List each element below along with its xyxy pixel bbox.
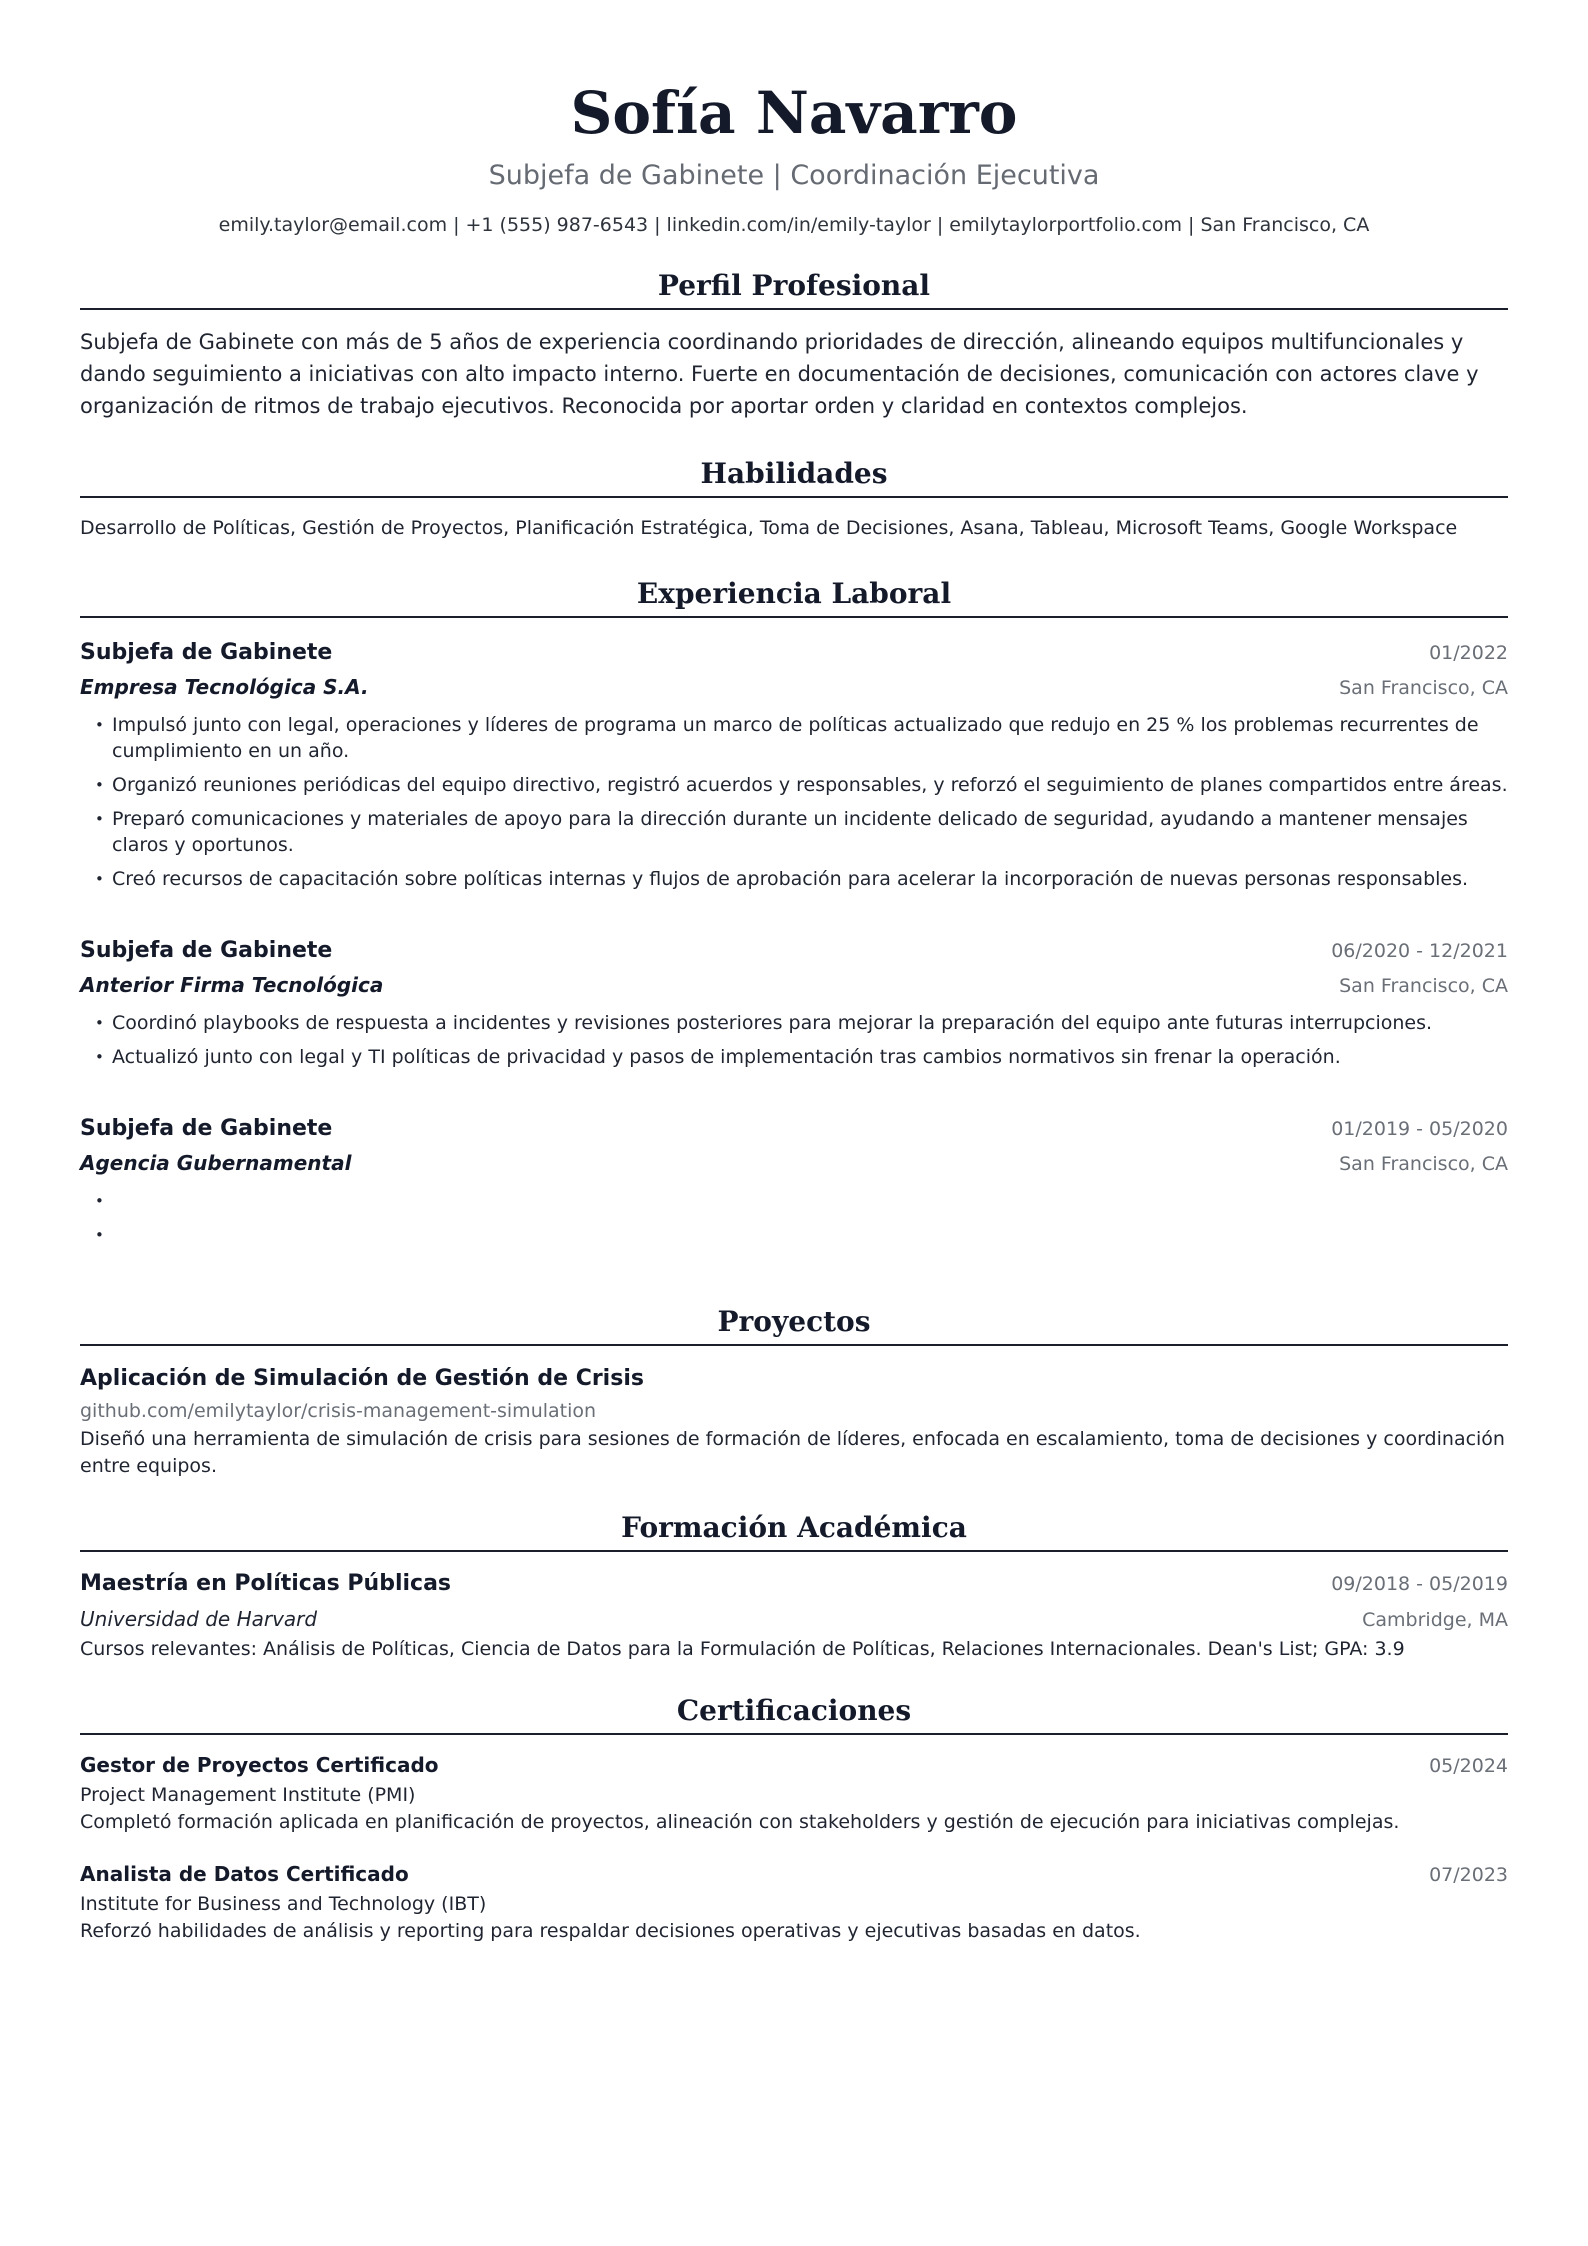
job-bullet: • Coordinó playbooks de respuesta a incidentes y revisiones posteriores para mejorar la preparación del equipo ante futuras interrupciones. xyxy=(112,1010,1508,1036)
projects-section xyxy=(80,1304,1508,1480)
job-dates: 01/2022 xyxy=(1429,642,1508,664)
certifications-section xyxy=(80,1693,1508,1945)
section-title: Perfil Profesional xyxy=(80,268,1508,310)
experience-section xyxy=(80,576,1508,1248)
certification-name: Gestor de Proyectos Certificado xyxy=(80,1753,439,1777)
section-title: Habilidades xyxy=(80,456,1508,498)
section-title: Formación Académica xyxy=(80,1510,1508,1552)
job-bullets xyxy=(80,1188,1508,1248)
certification-description: Completó formación aplicada en planificación de proyectos, alineación con stakeholders y gestión de ejecución para iniciativas complejas. xyxy=(80,1811,1400,1833)
job-entry xyxy=(80,1112,1508,1248)
job-bullet xyxy=(112,1188,1508,1214)
profile-section xyxy=(80,268,1508,422)
contact-separator: | xyxy=(1188,214,1195,236)
job-dates: 01/2019 - 05/2020 xyxy=(1331,1118,1508,1140)
contact-separator: | xyxy=(453,214,460,236)
section-title: Experiencia Laboral xyxy=(80,576,1508,618)
education-school: Universidad de Harvard xyxy=(80,1607,318,1631)
job-bullets xyxy=(80,712,1508,892)
job-bullet: • Actualizó junto con legal y TI políticas de privacidad y pasos de implementación tras cambios normativos sin frenar la operación. xyxy=(112,1044,1508,1070)
certification-entry xyxy=(80,1858,1508,1945)
section-title: Certificaciones xyxy=(80,1693,1508,1735)
job-location: San Francisco, CA xyxy=(1339,975,1508,997)
candidate-subtitle: Subjefa de Gabinete | Coordinación Ejecutiva xyxy=(488,160,1100,191)
section-title: Proyectos xyxy=(80,1304,1508,1346)
education-dates: 09/2018 - 05/2019 xyxy=(1331,1573,1508,1595)
contact-phone[interactable]: +1 (555) 987-6543 xyxy=(465,214,649,236)
contact-line xyxy=(80,212,1508,238)
certification-name: Analista de Datos Certificado xyxy=(80,1862,409,1886)
job-bullet: • Creó recursos de capacitación sobre políticas internas y flujos de aprobación para acelerar la incorporación de nuevas personas responsables. xyxy=(112,866,1508,892)
project-name: Aplicación de Simulación de Gestión de Crisis xyxy=(80,1366,644,1391)
skills-list: Desarrollo de Políticas, Gestión de Proyectos, Planificación Estratégica, Toma de Decisiones, Asana, Tableau, Microsoft Teams, Google Workspace xyxy=(80,517,1458,539)
job-title: Subjefa de Gabinete xyxy=(80,1116,333,1141)
job-company: Empresa Tecnológica S.A. xyxy=(80,675,369,699)
certification-date: 05/2024 xyxy=(1429,1755,1508,1777)
job-dates: 06/2020 - 12/2021 xyxy=(1331,940,1508,962)
education-degree: Maestría en Políticas Públicas xyxy=(80,1571,452,1596)
project-entry xyxy=(80,1362,1508,1480)
project-description: Diseñó una herramienta de simulación de crisis para sesiones de formación de líderes, enfocada en escalamiento, toma de decisiones y coordinación entre equipos. xyxy=(80,1428,1505,1477)
job-company: Agencia Gubernamental xyxy=(80,1151,352,1175)
job-bullet: • Impulsó junto con legal, operaciones y líderes de programa un marco de políticas actualizado que redujo en 25 % los problemas recurrentes de cumplimiento en un año. xyxy=(112,712,1508,764)
job-bullet xyxy=(112,1222,1508,1248)
certification-issuer: Project Management Institute (PMI) xyxy=(80,1784,416,1806)
contact-separator: | xyxy=(936,214,944,236)
contact-portfolio[interactable]: emilytaylorportfolio.com xyxy=(949,214,1183,236)
resume-header xyxy=(80,78,1508,238)
certification-date: 07/2023 xyxy=(1429,1864,1508,1886)
contact-separator: | xyxy=(654,214,661,236)
job-location: San Francisco, CA xyxy=(1339,677,1508,699)
education-entry xyxy=(80,1566,1508,1663)
skills-section xyxy=(80,456,1508,542)
profile-summary: Subjefa de Gabinete con más de 5 años de experiencia coordinando prioridades de dirección, alineando equipos multifuncionales y dando seguimiento a iniciativas con alto impacto interno. Fuerte en documentación de decisiones, comunicación con actores clave y organización de ritmos de trabajo ejecutivos. Reconocida por aportar orden y claridad en contextos complejos. xyxy=(80,330,1479,418)
job-bullets xyxy=(80,1010,1508,1070)
education-details: Cursos relevantes: Análisis de Políticas, Ciencia de Datos para la Formulación de Políticas, Relaciones Internacionales. Dean's List; GPA: 3.9 xyxy=(80,1638,1405,1660)
job-entry xyxy=(80,934,1508,1070)
job-title: Subjefa de Gabinete xyxy=(80,640,333,665)
education-section xyxy=(80,1510,1508,1663)
job-company: Anterior Firma Tecnológica xyxy=(80,973,384,997)
job-location: San Francisco, CA xyxy=(1339,1153,1508,1175)
project-link[interactable]: github.com/emilytaylor/crisis-management-simulation xyxy=(80,1400,597,1422)
contact-email[interactable]: emily.taylor@email.com xyxy=(218,214,448,236)
contact-linkedin[interactable]: linkedin.com/in/emily-taylor xyxy=(666,214,931,236)
education-location: Cambridge, MA xyxy=(1362,1609,1508,1631)
job-title: Subjefa de Gabinete xyxy=(80,938,333,963)
certification-issuer: Institute for Business and Technology (IBT) xyxy=(80,1893,487,1915)
job-bullet: • Organizó reuniones periódicas del equipo directivo, registró acuerdos y responsables, y reforzó el seguimiento de planes compartidos entre áreas. xyxy=(112,772,1508,798)
contact-location: San Francisco, CA xyxy=(1200,214,1370,236)
candidate-name: Sofía Navarro xyxy=(570,79,1018,147)
certification-description: Reforzó habilidades de análisis y reporting para respaldar decisiones operativas y ejecutivas basadas en datos. xyxy=(80,1920,1141,1942)
job-entry xyxy=(80,636,1508,892)
job-bullet: • Preparó comunicaciones y materiales de apoyo para la dirección durante un incidente delicado de seguridad, ayudando a mantener mensajes claros y oportunos. xyxy=(112,806,1508,858)
certification-entry xyxy=(80,1749,1508,1836)
